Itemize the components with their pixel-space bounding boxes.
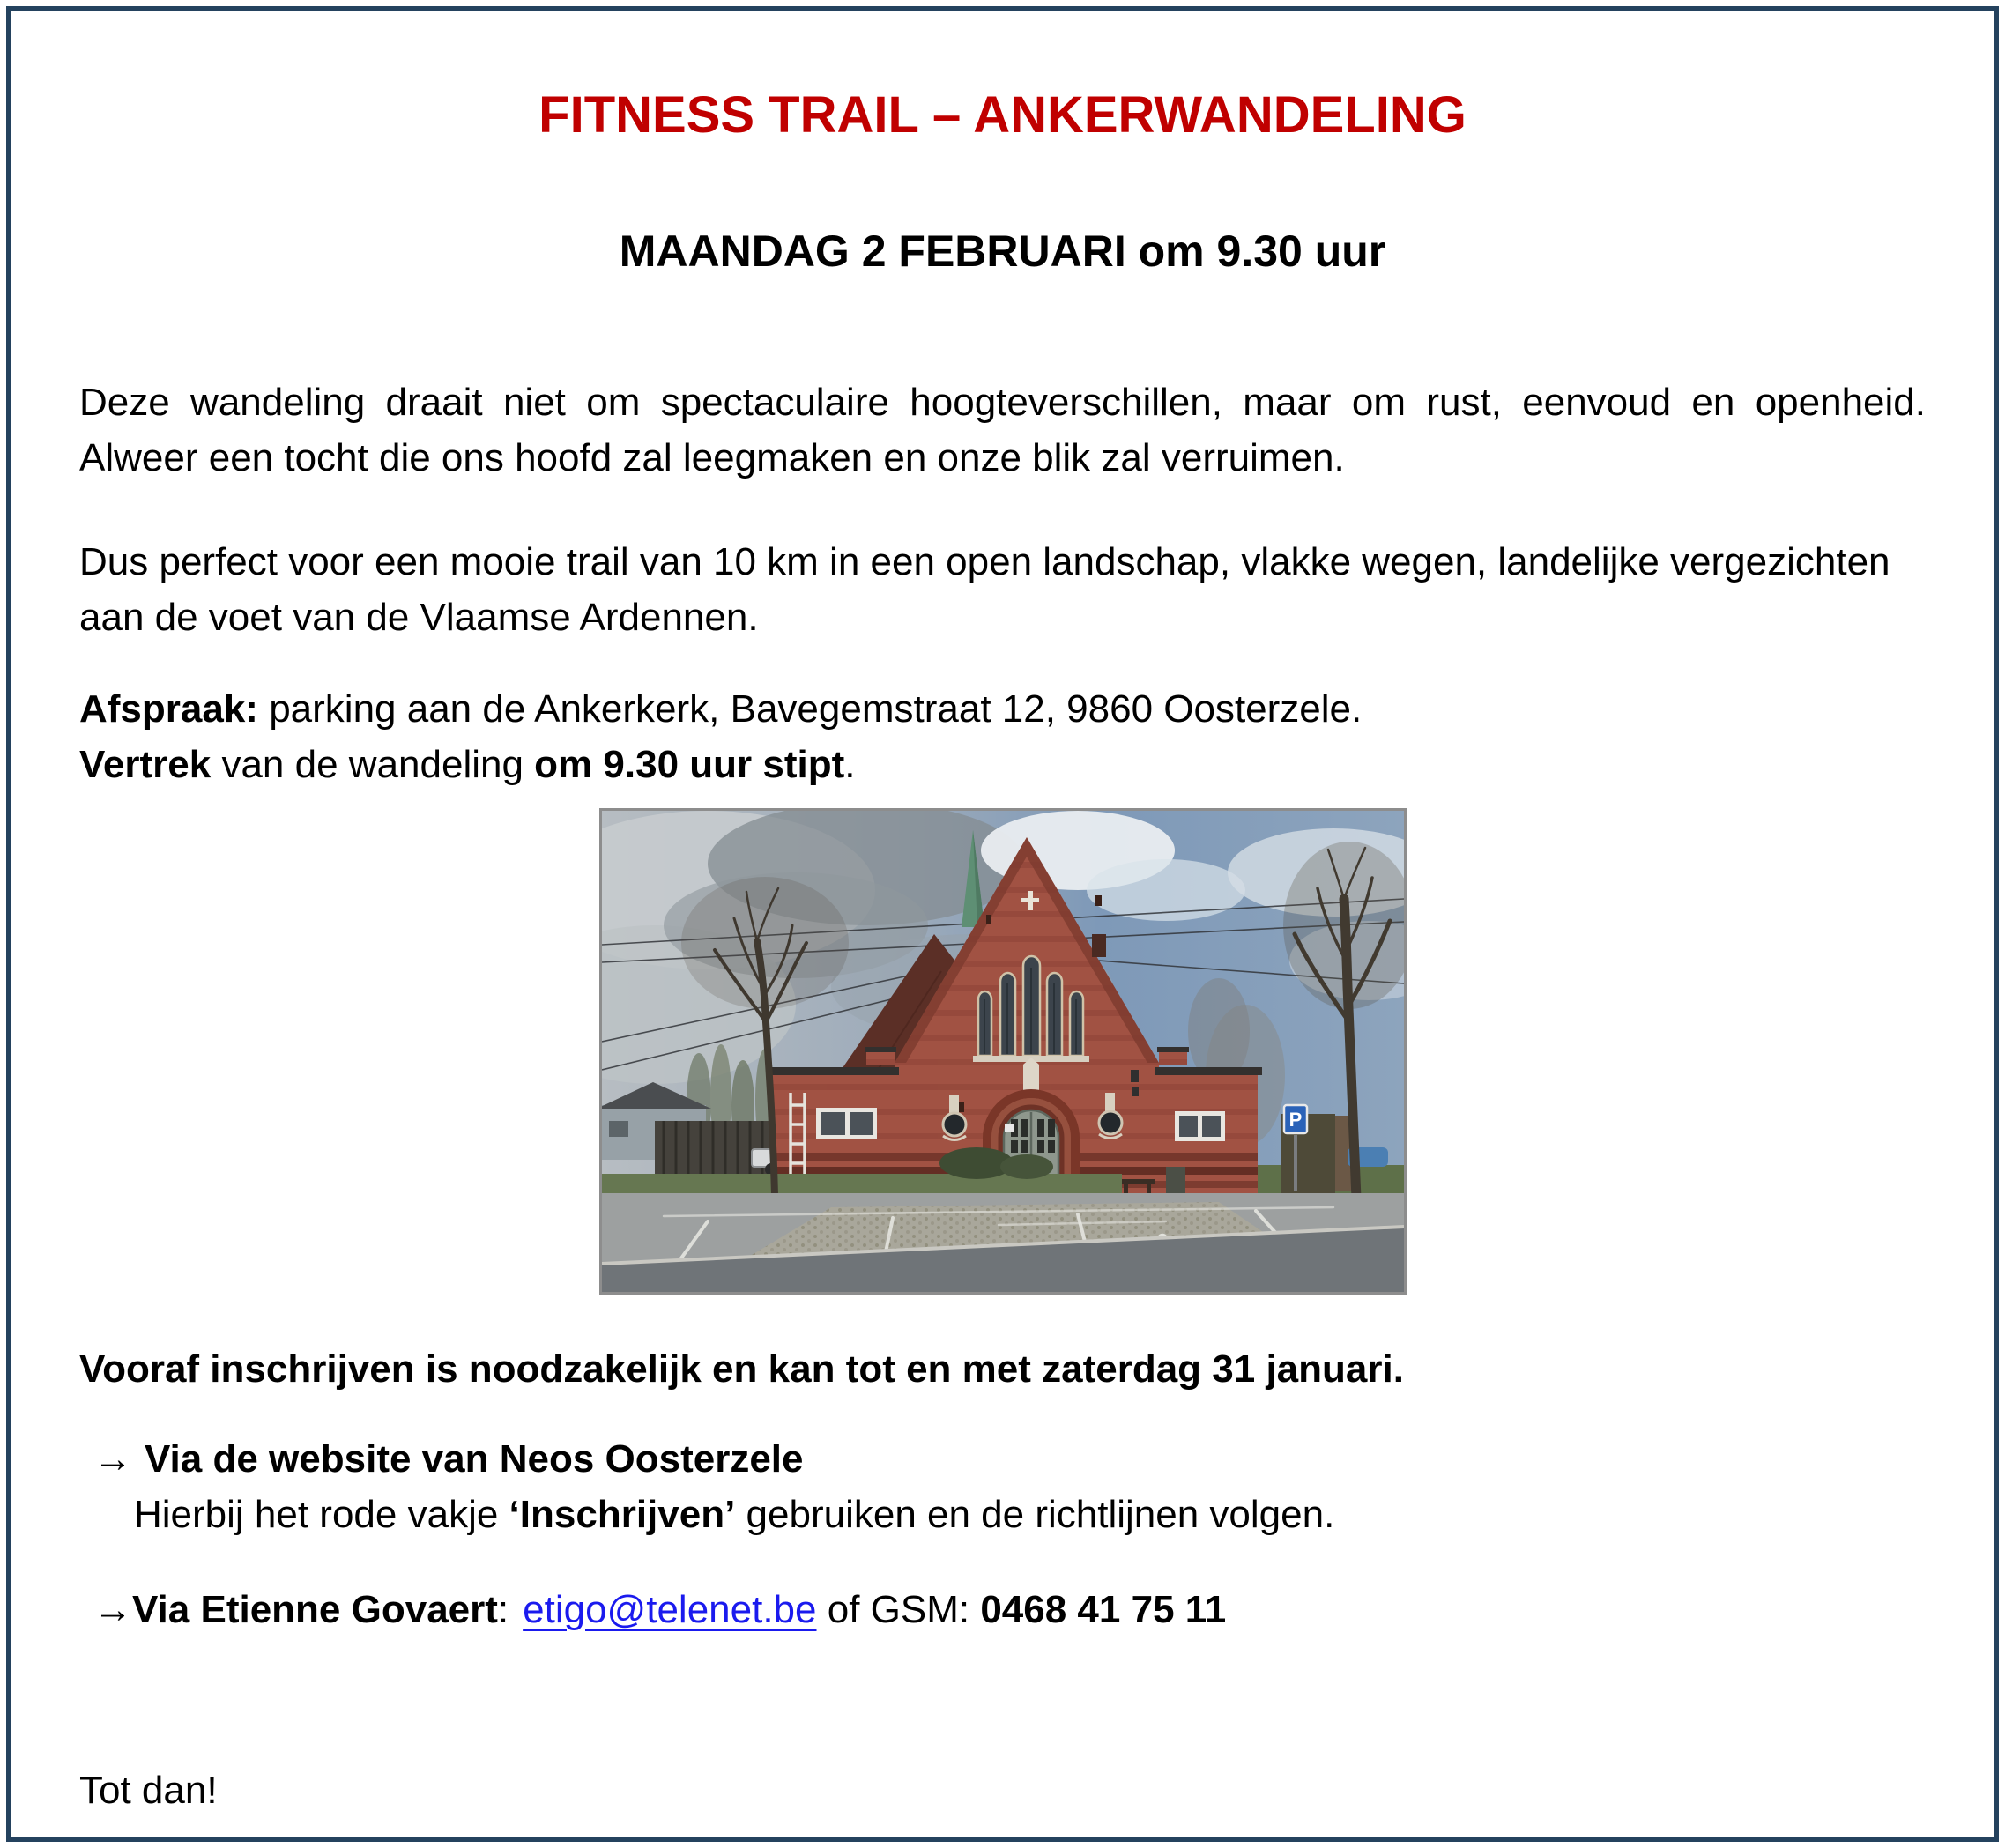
bullet2-contact-name: Via Etienne Govaert [132, 1588, 498, 1632]
email-link[interactable]: etigo@telenet.be [523, 1588, 817, 1632]
bullet2-middle: of GSM: [816, 1588, 981, 1632]
parking-sign-letter: P [1288, 1109, 1302, 1131]
meeting-vertrek-line [79, 738, 1926, 792]
page-title: FITNESS TRAIL – ANKERWANDELING [538, 86, 1467, 144]
bullet1-title: Via de website van Neos Oosterzele [145, 1437, 804, 1481]
church-photo [599, 808, 1407, 1295]
registration-deadline: Vooraf inschrijven is noodzakelijk en kan tot en met zaterdag 31 januari. [79, 1347, 1404, 1391]
meeting-info [79, 682, 1926, 792]
intro-paragraph-2: Dus perfect voor een mooie trail van 10 km in een open landschap, vlakke wegen, landelijke vergezichten aan de voet van de Vlaamse Ardennen. [79, 540, 1890, 639]
flyer-content [11, 11, 1994, 1837]
bullet2-separator: : [497, 1588, 509, 1632]
bullet2-phone: 0468 41 75 11 [980, 1588, 1227, 1632]
event-date-subtitle: MAANDAG 2 FEBRUARI om 9.30 uur [619, 226, 1386, 276]
intro-paragraph-1: Deze wandeling draait niet om spectaculaire hoogteverschillen, maar om rust, eenvoud en openheid. Alweer een tocht die ons hoofd zal leegmaken en onze blik zal verruimen. [79, 381, 1926, 479]
bullet1-detail [134, 1488, 1926, 1542]
arrow-icon: → [93, 1437, 132, 1481]
vertrek-text: van de wandeling [211, 742, 535, 786]
bullet1-detail-pre: Hierbij het rode vakje [134, 1492, 509, 1536]
bullet1-detail-post: gebruiken en de richtlijnen volgen. [735, 1492, 1335, 1536]
afspraak-text: parking aan de Ankerkerk, Bavegemstraat 12, 9860 Oosterzele. [257, 687, 1363, 731]
vertrek-period: . [844, 742, 856, 786]
registration-option-website [79, 1432, 1926, 1542]
vertrek-time-bold: om 9.30 uur stipt [534, 742, 845, 786]
registration-option-contact [79, 1583, 1926, 1637]
vertrek-label: Vertrek [79, 742, 212, 786]
arrow-icon: → [93, 1588, 132, 1632]
bullet1-title-line [93, 1432, 1926, 1487]
meeting-afspraak-line [79, 682, 1926, 737]
closing-text: Tot dan! [79, 1768, 218, 1812]
church-photo-illustration [602, 811, 1404, 1292]
bullet1-detail-bold: ‘Inschrijven’ [509, 1492, 736, 1536]
afspraak-label: Afspraak: [79, 687, 258, 731]
